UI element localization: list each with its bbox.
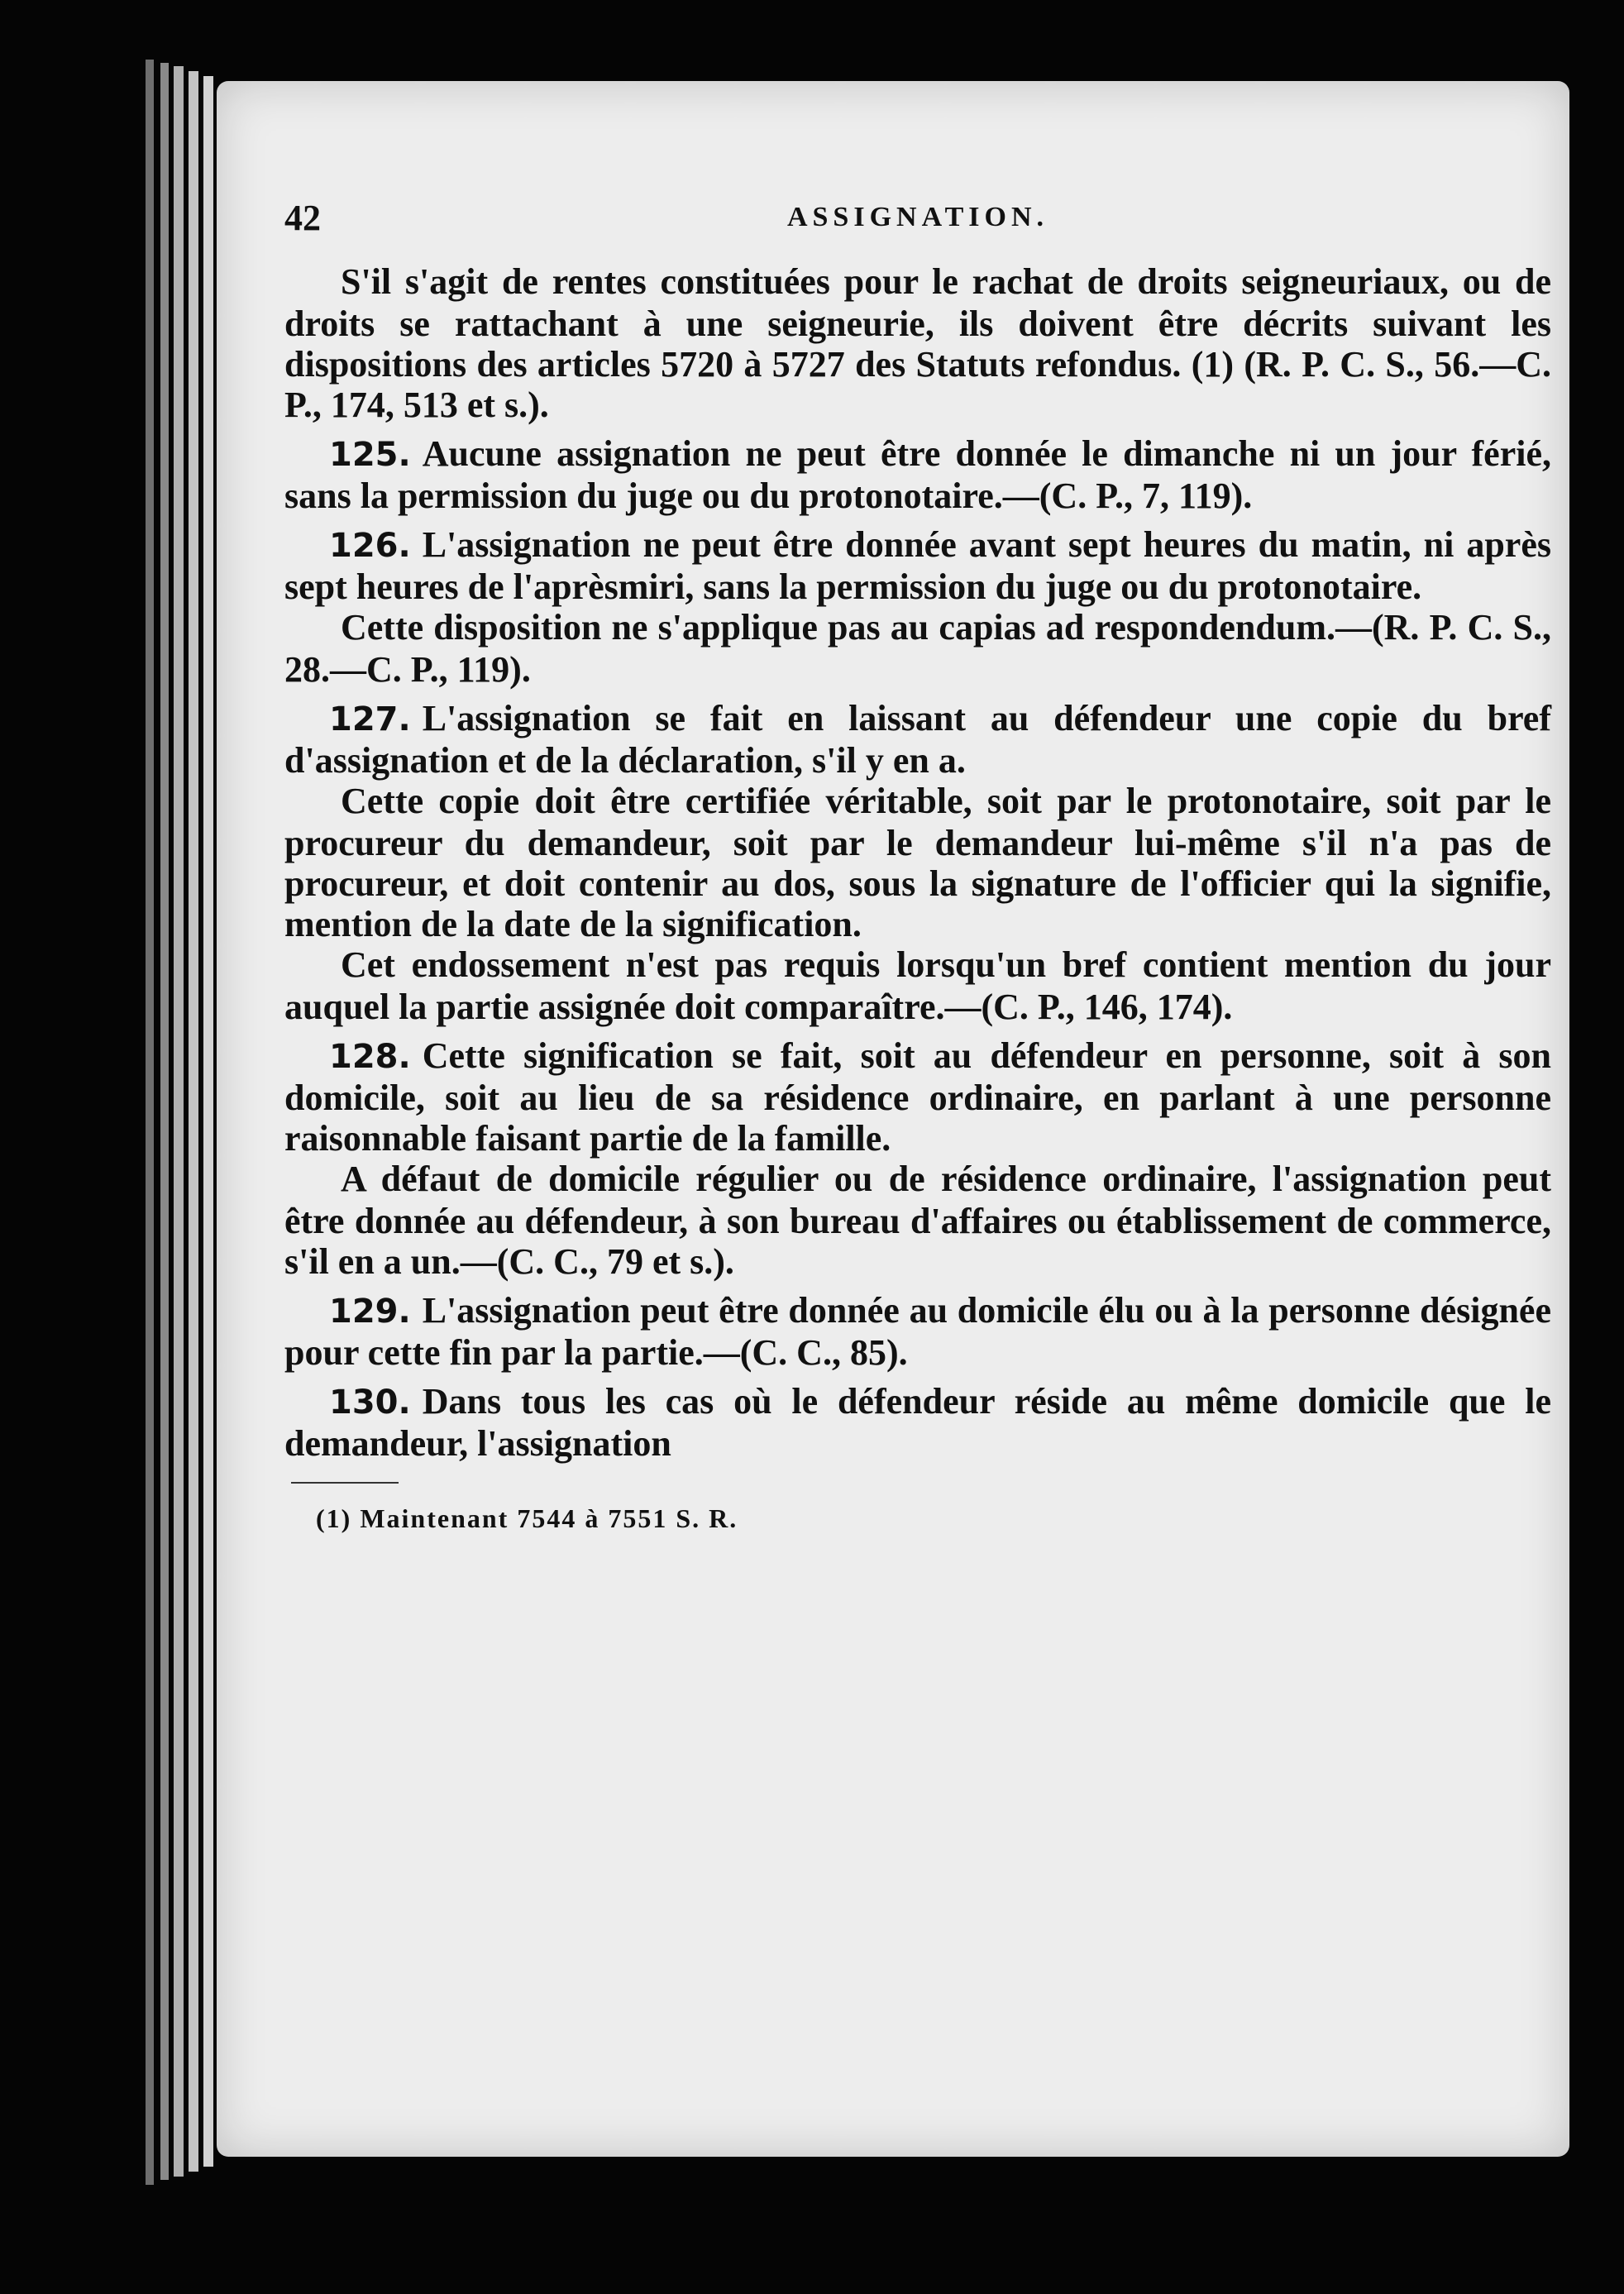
running-title: ASSIGNATION. xyxy=(786,202,1049,232)
page-header xyxy=(284,197,1551,261)
body-text xyxy=(284,261,1551,1464)
page-number: 42 xyxy=(284,198,321,238)
article-paragraph xyxy=(284,1381,1551,1464)
article-paragraph xyxy=(284,1290,1551,1373)
paragraph-text: Cet endossement n'est pas requis lorsqu'un bref contient mention du jour auquel la partie assignée doit comparaître.—(C. P., 146, 174). xyxy=(284,944,1551,1027)
page-content xyxy=(284,197,1551,1983)
article-paragraph xyxy=(284,1035,1551,1159)
paragraph-text: Cette disposition ne s'applique pas au capias ad respondendum.—(R. P. C. S., 28.—C. P., 119). xyxy=(284,607,1551,690)
paragraph-text: Cette copie doit être certifiée véritable, soit par le protonotaire, soit par le procureur du demandeur, soit par le demandeur lui-même s'il n'a pas de procureur, et doit contenir au dos, sous la signature de l'officier qui la signifie, mention de la date de la signification. xyxy=(284,781,1551,944)
paragraph xyxy=(284,944,1551,1027)
article-paragraph xyxy=(284,698,1551,781)
page-edge xyxy=(146,60,154,2185)
article-number: 126. xyxy=(329,527,411,565)
paragraph xyxy=(284,261,1551,425)
paragraph-text: L'assignation peut être donnée au domicile élu ou à la personne désignée pour cette fin par la partie.—(C. C., 85). xyxy=(284,1290,1551,1373)
paragraph-text: Cette signification se fait, soit au défendeur en personne, soit à son domicile, soit au lieu de sa résidence ordinaire, en parlant à une personne raisonnable faisant partie de la famille. xyxy=(284,1035,1551,1159)
article-number: 130. xyxy=(329,1384,411,1422)
paragraph-text: A défaut de domicile régulier ou de résidence ordinaire, l'assignation peut être donnée au défendeur, à son bureau d'affaires ou établissement de commerce, s'il en a un.—(C. C., 79 et s.). xyxy=(284,1159,1551,1282)
article-number: 128. xyxy=(329,1038,411,1076)
paragraph-text: Dans tous les cas où le défendeur réside au même domicile que le demandeur, l'assignation xyxy=(284,1381,1551,1464)
paragraph xyxy=(284,781,1551,944)
article-number: 125. xyxy=(329,436,411,474)
footnote-rule xyxy=(291,1482,399,1484)
paragraph-text: S'il s'agit de rentes constituées pour le rachat de droits seigneuriaux, ou de droits se rattachant à une seigneurie, ils doivent être décrits suivant les dispositions des articles 5720 à 5727 des Statuts refondus. (1) (R. P. C. S., 56.—C. P., 174, 513 et s.). xyxy=(284,261,1551,425)
footnote: (1) Maintenant 7544 à 7551 S. R. xyxy=(316,1503,738,1533)
paragraph-text: L'assignation se fait en laissant au défendeur une copie du bref d'assignation et de la déclaration, s'il y en a. xyxy=(284,698,1551,781)
paragraph xyxy=(284,1159,1551,1282)
page-edge xyxy=(203,76,213,2167)
page-edge xyxy=(160,63,169,2180)
paragraph-text: L'assignation ne peut être donnée avant sept heures du matin, ni après sept heures de l'aprèsmiri, sans la permission du juge ou du protonotaire. xyxy=(284,524,1551,607)
article-paragraph xyxy=(284,524,1551,607)
paragraph-text: Aucune assignation ne peut être donnée le dimanche ni un jour férié, sans la permission du juge ou du protonotaire.—(C. P., 7, 119). xyxy=(284,433,1551,516)
page-edge xyxy=(174,66,184,2177)
page-edge xyxy=(189,71,198,2172)
article-paragraph xyxy=(284,433,1551,516)
article-number: 127. xyxy=(329,700,411,738)
article-number: 129. xyxy=(329,1293,411,1331)
paragraph xyxy=(284,607,1551,690)
